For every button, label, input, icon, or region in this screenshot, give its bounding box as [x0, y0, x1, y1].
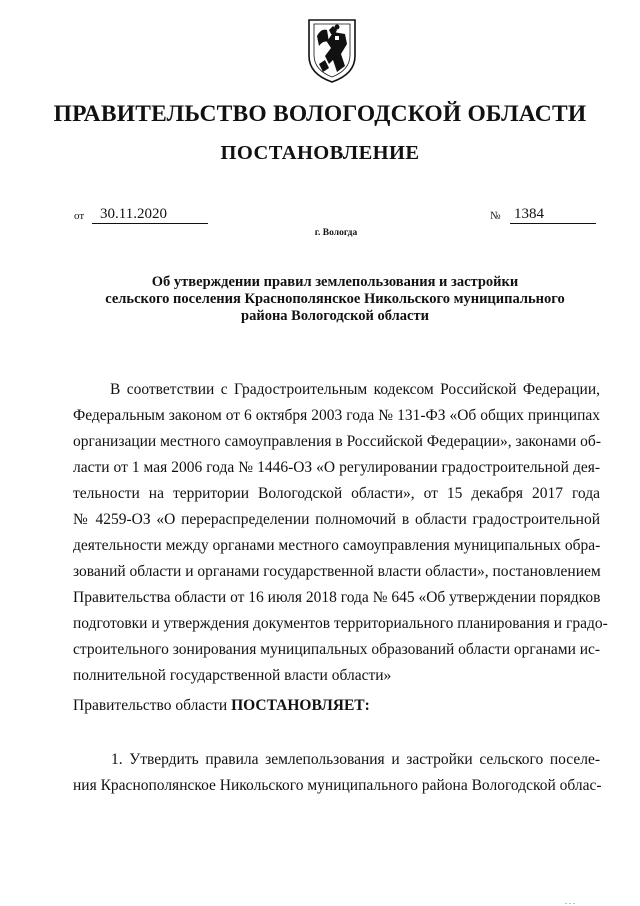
- preamble-line: № 4259-ОЗ «О перераспределении полномочий в области градостроительной: [73, 511, 600, 528]
- resolves-line: [73, 697, 600, 715]
- document-number: 1384: [510, 205, 596, 224]
- title-line: района Вологодской области: [241, 308, 429, 324]
- clause-line: ния Краснополянское Никольского муниципального района Вологодской облас-: [73, 777, 602, 794]
- preamble-line: Правительства области от 16 июля 2018 года № 645 «Об утверждении порядков: [73, 589, 601, 606]
- preamble-line: полнительной государственной власти области»: [73, 667, 392, 684]
- organization-title: ПРАВИТЕЛЬСТВО ВОЛОГОДСКОЙ ОБЛАСТИ: [53, 101, 587, 127]
- city-label: г. Вологда: [314, 228, 358, 238]
- preamble-line: деятельности между органами местного самоуправления муниципальных обра-: [73, 537, 601, 554]
- title-line: Об утверждении правил землепользования и застройки: [151, 274, 519, 290]
- preamble-line: ласти от 1 мая 2006 года № 1446-ОЗ «О регулировании градостроительной дея-: [73, 459, 600, 476]
- resolves-prefix: Правительство области: [73, 697, 232, 714]
- preamble-line: Федеральным законом от 6 октября 2003 года № 131-ФЗ «Об общих принципах: [73, 407, 600, 424]
- clause-line: 1. Утвердить правила землепользования и застройки сельского поселе-: [111, 751, 600, 768]
- vologda-coat-of-arms-icon: [305, 14, 359, 86]
- title-line: сельского поселения Краснополянское Никольского муниципального: [105, 291, 565, 307]
- preamble-line: строительного зонирования муниципальных образований области органами ис-: [73, 641, 601, 658]
- resolves-word: ПОСТАНОВЛЯЕТ:: [231, 697, 370, 714]
- preamble-line: организации местного самоуправления в Российской Федерации», законами об-: [73, 433, 601, 450]
- document-date: 30.11.2020: [92, 205, 208, 224]
- corner-mark: . . .: [565, 897, 575, 906]
- number-label: №: [490, 210, 501, 222]
- preamble-line: подготовки и утверждения документов территориального планирования и градо-: [73, 615, 608, 632]
- document-type: ПОСТАНОВЛЕНИЕ: [220, 142, 420, 164]
- preamble-line: зований области и органами государственной власти области», постановлением: [73, 563, 601, 580]
- preamble-line: тельности на территории Вологодской области», от 15 декабря 2017 года: [73, 485, 600, 502]
- preamble-line: В соответствии с Градостроительным кодексом Российской Федерации,: [110, 381, 600, 398]
- date-label: от: [74, 210, 85, 222]
- document-title: [80, 274, 590, 325]
